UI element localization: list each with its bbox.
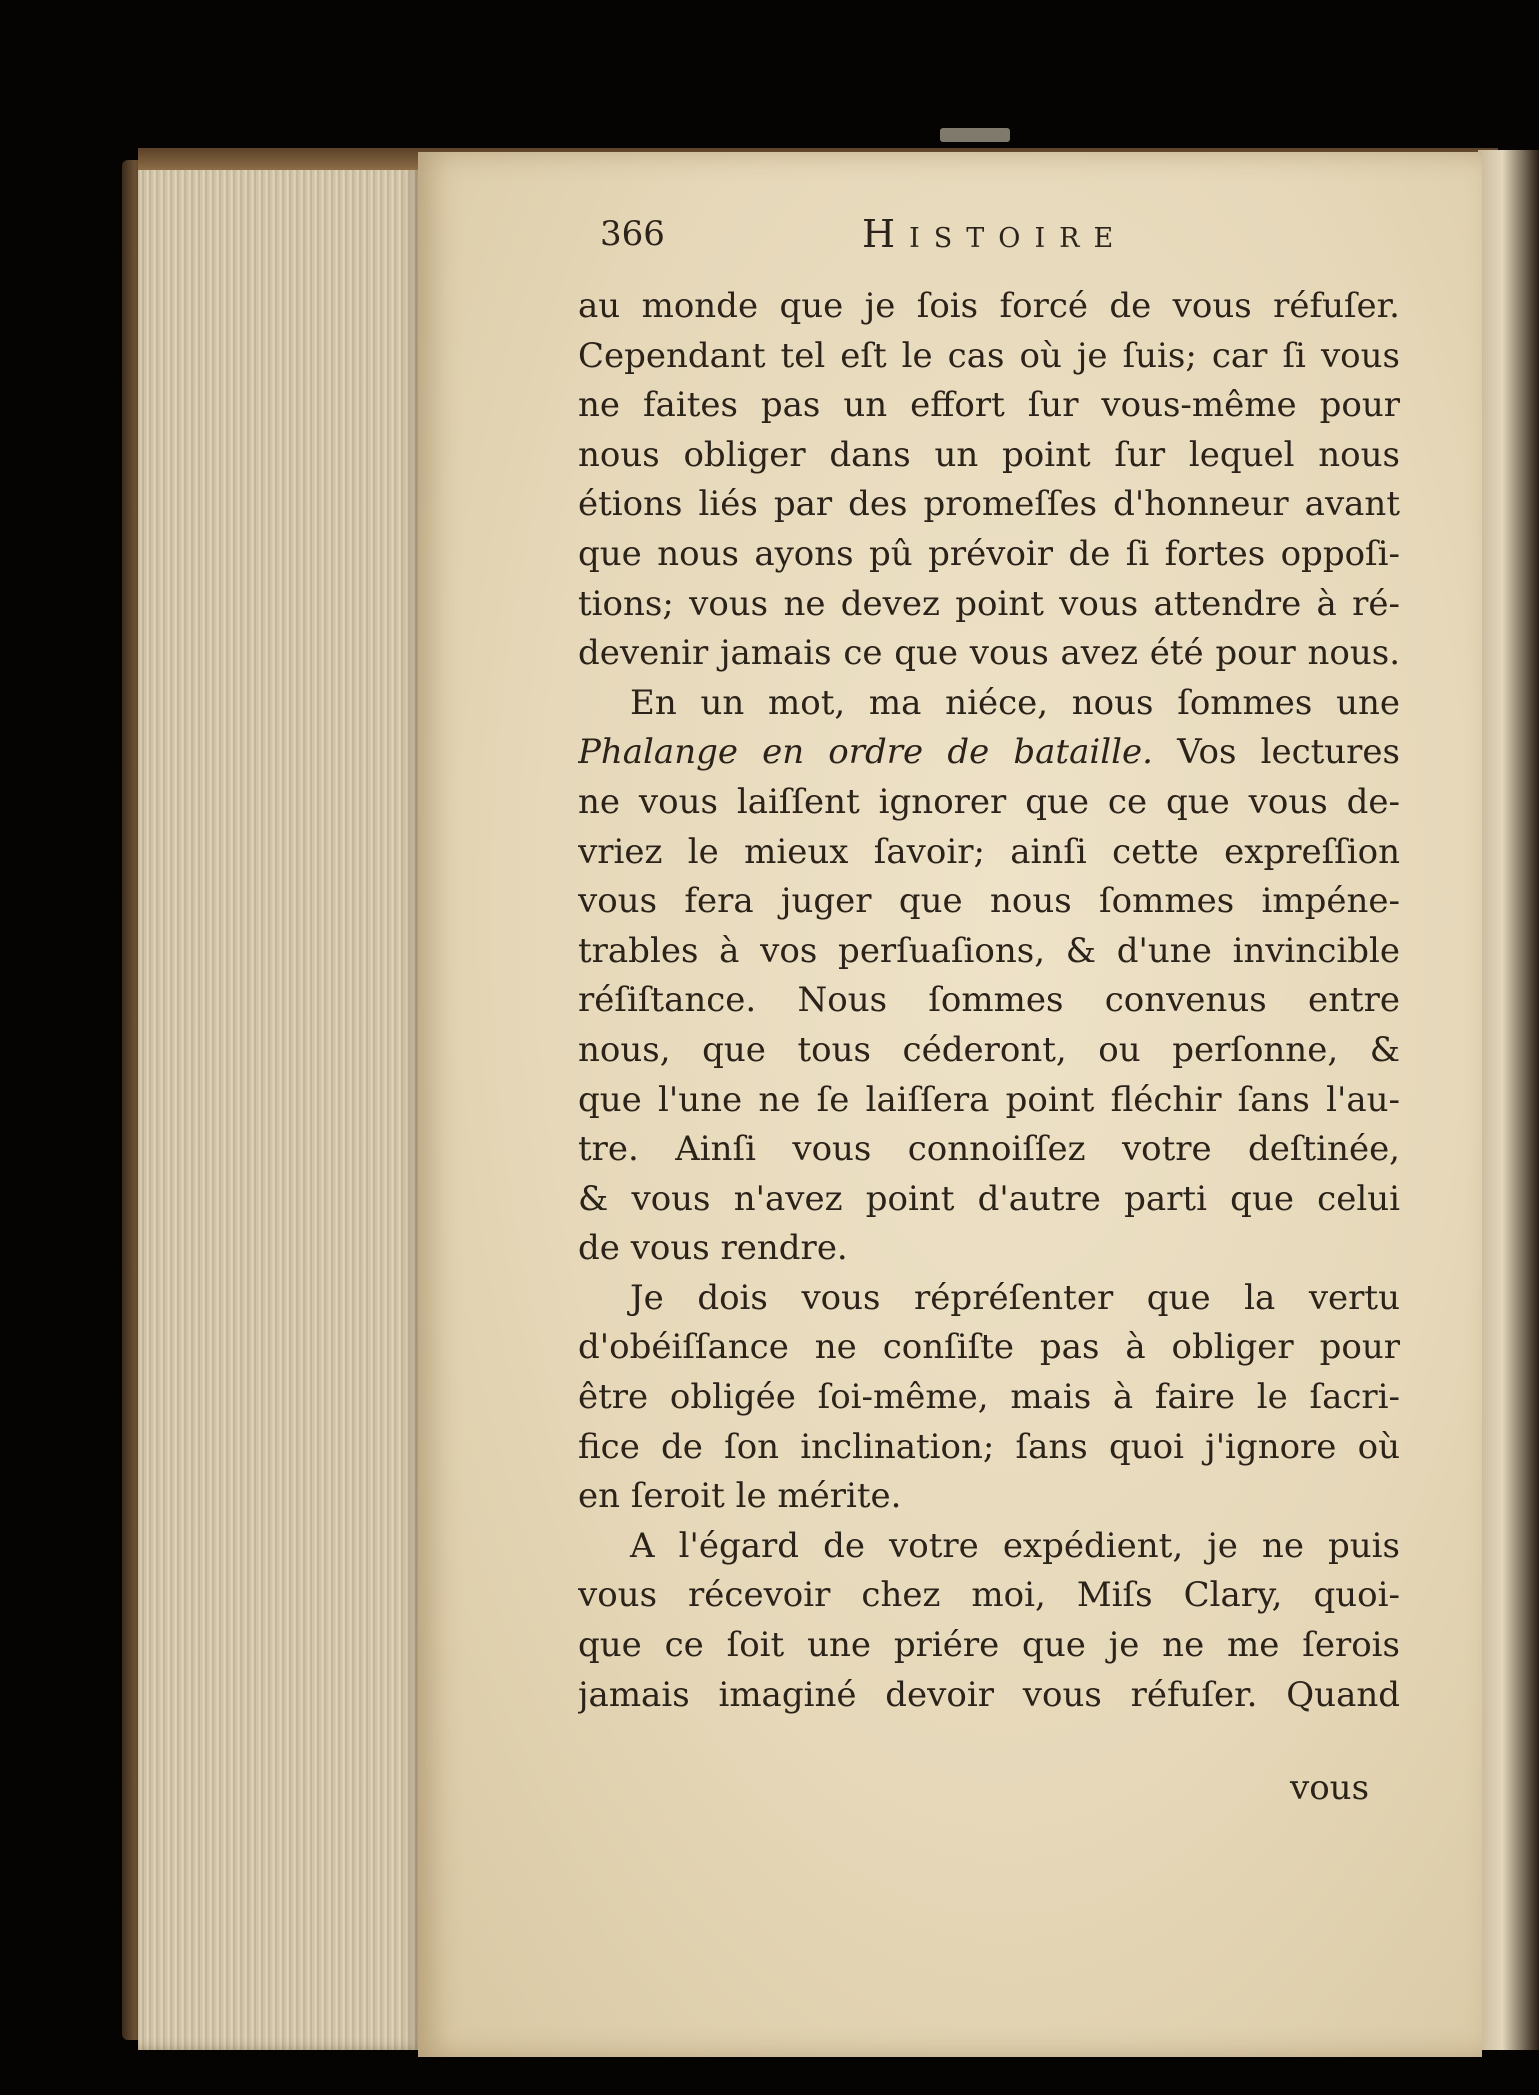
text-line: tre. Ainſi vous connoiſſez votre deſtinée, <box>578 1129 1400 1170</box>
text-line: tions; vous ne devez point vous attendre à ré- <box>578 583 1400 624</box>
text-line: que l'une ne ſe laiſſera point fléchir ſans l'au- <box>578 1079 1400 1120</box>
text-line: En un mot, ma niéce, nous ſommes une <box>630 682 1400 723</box>
running-head: Histoire <box>862 212 1128 256</box>
text-line: être obligée ſoi-même, mais à faire le ſacri- <box>578 1377 1400 1418</box>
text-line: trables à vos perſuaſions, & d'une invincible <box>578 930 1400 971</box>
text-line: A l'égard de votre expédient, je ne puis <box>630 1525 1400 1566</box>
text-line: que nous ayons pû prévoir de ſi fortes oppoſi- <box>578 533 1400 574</box>
text-line: au monde que je ſois forcé de vous réfuſer. <box>578 286 1400 326</box>
text-line: jamais imaginé devoir vous réfuſer. Quand <box>578 1674 1400 1715</box>
text-line: que ce ſoit une priére que je ne me ſerois <box>578 1625 1400 1666</box>
text-line: en ſeroit le mérite. <box>578 1476 902 1517</box>
text-line: devenir jamais ce que vous avez été pour nous. <box>578 633 1400 674</box>
facing-page-edge <box>1478 150 1539 2050</box>
text-line: vous fera juger que nous ſommes impéne- <box>578 881 1400 922</box>
text-line: Cependant tel eſt le cas où je ſuis; car ſi vous <box>578 335 1400 376</box>
text-line: vriez le mieux ſavoir; ainſi cette expreſſion <box>578 831 1400 872</box>
text-line: d'obéiſſance ne conſiſte pas à obliger pour <box>578 1327 1400 1368</box>
text-line: vous récevoir chez moi, Miſs Clary, quoi- <box>578 1575 1400 1616</box>
text-line-italic-phrase <box>578 728 1400 778</box>
text-line: fice de ſon inclination; ſans quoi j'ignore où <box>578 1426 1400 1467</box>
top-tab <box>940 128 1010 142</box>
italic-phrase: Phalange en ordre de bataille. <box>578 732 1153 773</box>
text-line: étions liés par des promeſſes d'honneur avant <box>578 484 1400 525</box>
page-number: 366 <box>600 214 665 254</box>
text-line: nous obliger dans un point ſur lequel nous <box>578 434 1400 475</box>
catchword: vous <box>1290 1768 1370 1808</box>
text-line: réſiſtance. Nous ſommes convenus entre <box>578 980 1400 1021</box>
text-line: de vous rendre. <box>578 1228 848 1269</box>
page-header <box>600 206 1400 266</box>
text-line: nous, que tous céderont, ou perſonne, & <box>578 1029 1400 1070</box>
text-line: & vous n'avez point d'autre parti que celui <box>578 1178 1400 1219</box>
page-edges-left <box>138 150 420 2050</box>
text-line: Je dois vous répréſenter que la vertu <box>630 1277 1400 1318</box>
text-line-tail: Vos lectures <box>1152 732 1400 773</box>
text-line: ne vous laiſſent ignorer que ce que vous de- <box>578 781 1400 822</box>
page-body <box>578 282 1400 1720</box>
text-line: ne faites pas un effort ſur vous-même pour <box>578 385 1400 426</box>
